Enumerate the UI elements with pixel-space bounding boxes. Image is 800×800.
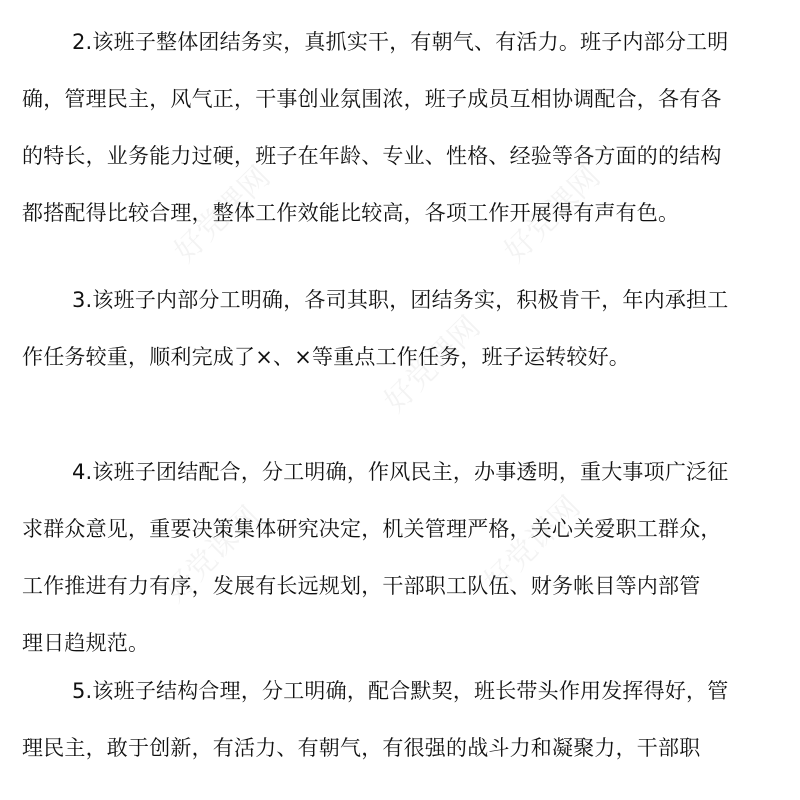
text-line: 理民主，敢于创新，有活力、有朝气，有很强的战斗力和凝聚力，干部职 <box>22 736 701 760</box>
text-line: 都搭配得比较合理，整体工作效能比较高，各项工作开展得有声有色。 <box>22 201 680 225</box>
watermark: 好党课网 <box>377 309 488 420</box>
paragraph-4 <box>22 444 782 672</box>
text-line: 4.该班子团结配合，分工明确，作风民主，办事透明，重大事项广泛征 <box>72 460 729 484</box>
paragraph-5 <box>22 663 782 777</box>
text-line: 的特长，业务能力过硬，班子在年龄、专业、性格、经验等各方面的的结构 <box>22 144 722 168</box>
text-line: 作任务较重，顺利完成了×、×等重点工作任务，班子运转较好。 <box>22 345 630 369</box>
paragraph-2 <box>22 14 782 242</box>
watermark: 好党课网 <box>497 159 608 270</box>
watermark: 好党课网 <box>477 489 588 600</box>
text-line: 理日趋规范。 <box>22 631 150 655</box>
text-line: 3.该班子内部分工明确，各司其职，团结务实，积极肯干，年内承担工 <box>72 288 729 312</box>
watermark: 好党课网 <box>167 159 278 270</box>
text-line: 确，管理民主，风气正，干事创业氛围浓，班子成员互相协调配合，各有各 <box>22 87 722 111</box>
text-line: 求群众意见，重要决策集体研究决定，机关管理严格，关心关爱职工群众， <box>22 517 722 541</box>
paragraph-3 <box>22 272 782 386</box>
text-line: 2.该班子整体团结务实，真抓实干，有朝气、有活力。班子内部分工明 <box>72 30 729 54</box>
text-line: 5.该班子结构合理，分工明确，配合默契，班长带头作用发挥得好，管 <box>72 679 729 703</box>
text-line: 工作推进有力有序，发展有长远规划，干部职工队伍、财务帐目等内部管 <box>22 574 701 598</box>
watermark: 好党课网 <box>157 499 268 610</box>
